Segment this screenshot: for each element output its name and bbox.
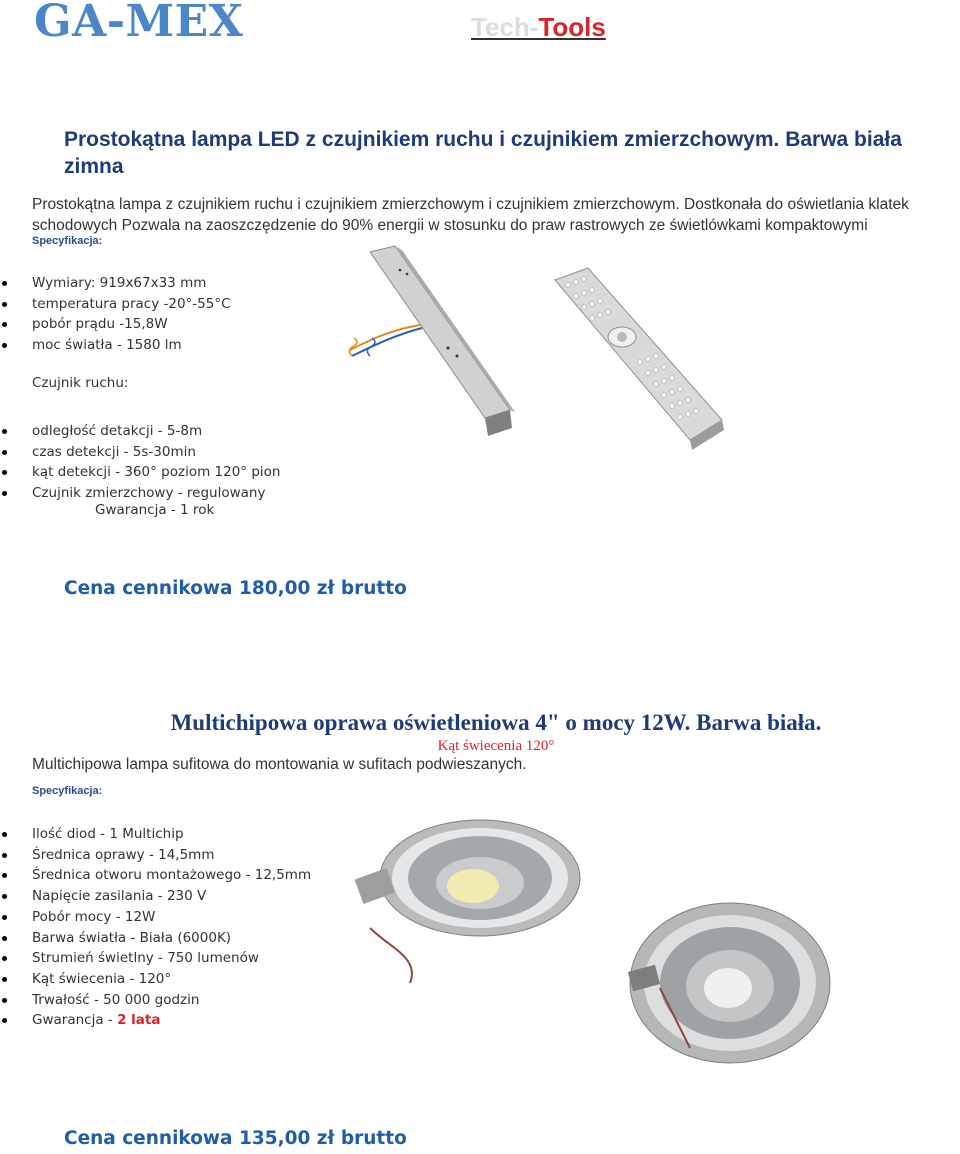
product2-spec-list — [0, 824, 311, 1031]
product2-description: Multichipowa lampa sufitowa do montowania w sufitach podwieszanych. — [32, 756, 527, 773]
list-item: Barwa światła - Biała (6000K) — [0, 928, 311, 949]
product1-spec-list — [0, 273, 231, 356]
tools-label: Tools — [538, 12, 606, 42]
product1-warranty: Gwarancja - 1 rok — [95, 502, 215, 518]
product2-subtitle: Kąt świecenia 120° — [437, 738, 555, 754]
list-item: Kąt świecenia - 120° — [0, 969, 311, 990]
list-item: Średnica oprawy - 14,5mm — [0, 845, 311, 866]
list-item: temperatura pracy -20°-55°C — [0, 294, 231, 315]
warranty-prefix: Gwarancja - — [32, 1012, 118, 1029]
warranty-value: 2 lata — [117, 1012, 161, 1029]
product2-title: Multichipowa oprawa oświetleniowa 4" o mocy 12W. Barwa biała. — [170, 710, 822, 735]
sensor-label: Czujnik ruchu: — [32, 375, 129, 391]
product2-price: Cena cennikowa 135,00 zł brutto — [64, 1128, 407, 1149]
led-lamp-image — [340, 240, 740, 450]
list-item: Napięcie zasilania - 230 V — [0, 886, 311, 907]
product1-sensor-list — [0, 421, 280, 504]
list-item: pobór prądu -15,8W — [0, 314, 231, 335]
list-item: czas detekcji - 5s-30min — [0, 442, 280, 463]
list-item: moc światła - 1580 lm — [0, 335, 231, 356]
list-item: Pobór mocy - 12W — [0, 907, 311, 928]
downlight-image — [330, 808, 850, 1068]
product1-title: Prostokątna lampa LED z czujnikiem ruchu i czujnikiem zmierzchowym. Barwa biała zimna — [64, 128, 902, 178]
list-item: kąt detekcji - 360° poziom 120° pion — [0, 462, 280, 483]
tech-label: Tech- — [471, 12, 539, 42]
brand-logo: GA-MEX — [34, 0, 244, 47]
product1-price: Cena cennikowa 180,00 zł brutto — [64, 578, 407, 599]
list-item: odległość detakcji - 5-8m — [0, 421, 280, 442]
product1-spec-label: Specyfikacja: — [32, 235, 103, 247]
product2-spec-label: Specyfikacja: — [32, 785, 103, 797]
list-item: Ilość diod - 1 Multichip — [0, 824, 311, 845]
product1-description: Prostokątna lampa z czujnikiem ruchu i czujnikiem zmierzchowym i czujnikiem zmierzchowym. Dostkonała do oświetlania klatek schodowych Pozwala na zaoszczędzenie do 90% energii w stosunku do praw rastrowych ze świetlówkami kompaktowymi — [32, 196, 909, 234]
list-item: Wymiary: 919x67x33 mm — [0, 273, 231, 294]
list-item — [0, 1010, 311, 1031]
list-item: Średnica otworu montażowego - 12,5mm — [0, 865, 311, 886]
list-item: Czujnik zmierzchowy - regulowany — [0, 483, 280, 504]
list-item: Strumień świetlny - 750 lumenów — [0, 948, 311, 969]
list-item: Trwałość - 50 000 godzin — [0, 990, 311, 1011]
tech-tools-link[interactable] — [471, 12, 606, 43]
